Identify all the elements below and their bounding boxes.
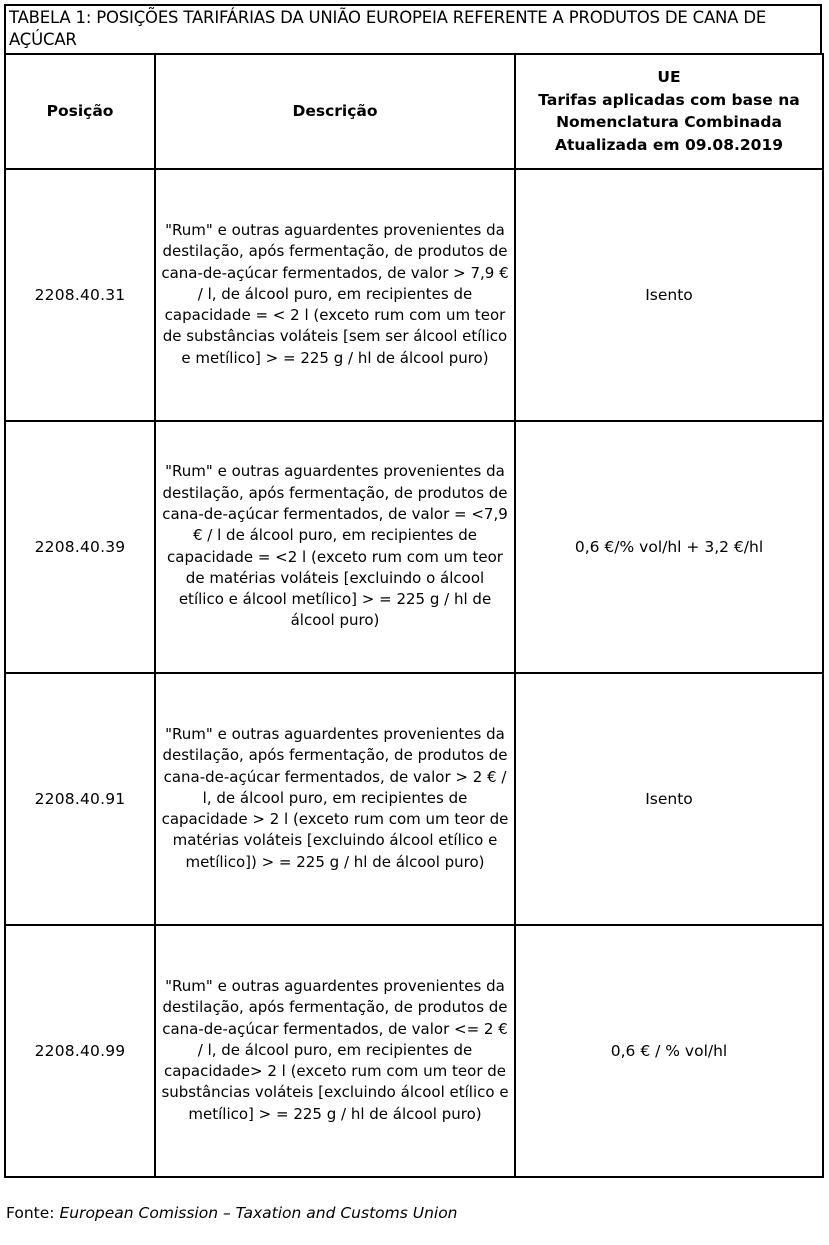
tariff-value: 0,6 €/% vol/hl + 3,2 €/hl	[515, 421, 823, 673]
product-description: "Rum" e outras aguardentes provenientes da destilação, após fermentação, de produtos de cana-de-açúcar fermentados, de valor > 7,9 € / l, de álcool puro, em recipientes de capacidade = < 2 l (exceto rum com um teor de substâncias voláteis [sem ser álcool etílico e metílico] > = 225 g / hl de álcool puro)	[155, 169, 515, 421]
position-code: 2208.40.99	[5, 925, 155, 1177]
column-header-position: Posição	[5, 54, 155, 169]
position-code: 2208.40.91	[5, 673, 155, 925]
table-header-row	[5, 54, 823, 169]
column-header-tariff-line1: UE	[657, 68, 681, 87]
column-header-tariff	[515, 54, 823, 169]
source-note	[6, 1204, 825, 1222]
table-row	[5, 421, 823, 673]
table-row	[5, 673, 823, 925]
product-description: "Rum" e outras aguardentes provenientes da destilação, após fermentação, de produtos de cana-de-açúcar fermentados, de valor = <7,9 € / l de álcool puro, em recipientes de capacidade = <2 l (exceto rum com um teor de matérias voláteis [excluindo o álcool etílico e álcool metílico] > = 225 g / hl de álcool puro)	[155, 421, 515, 673]
position-code: 2208.40.39	[5, 421, 155, 673]
tariff-value: Isento	[515, 169, 823, 421]
tariff-table	[4, 53, 824, 1178]
source-value: European Comission – Taxation and Customs Union	[59, 1203, 458, 1222]
tariff-value: 0,6 € / % vol/hl	[515, 925, 823, 1177]
product-description: "Rum" e outras aguardentes provenientes da destilação, após fermentação, de produtos de cana-de-açúcar fermentados, de valor <= 2 € / l, de álcool puro, em recipientes de capacidade> 2 l (exceto rum com um teor de substâncias voláteis [excluindo álcool etílico e metílico] > = 225 g / hl de álcool puro)	[155, 925, 515, 1177]
table-row	[5, 925, 823, 1177]
column-header-tariff-line2: Tarifas aplicadas com base na Nomenclatura Combinada Atualizada em 09.08.2019	[538, 90, 800, 154]
table-row	[5, 169, 823, 421]
tariff-value: Isento	[515, 673, 823, 925]
product-description: "Rum" e outras aguardentes provenientes da destilação, após fermentação, de produtos de cana-de-açúcar fermentados, de valor > 2 € / l, de álcool puro, em recipientes de capacidade > 2 l (exceto rum com um teor de matérias voláteis [excluindo álcool etílico e metílico]) > = 225 g / hl de álcool puro)	[155, 673, 515, 925]
column-header-description: Descrição	[155, 54, 515, 169]
source-label: Fonte:	[6, 1203, 55, 1222]
position-code: 2208.40.31	[5, 169, 155, 421]
table-title: TABELA 1: POSIÇÕES TARIFÁRIAS DA UNIÃO EUROPEIA REFERENTE A PRODUTOS DE CANA DE AÇÚCAR	[4, 4, 822, 54]
